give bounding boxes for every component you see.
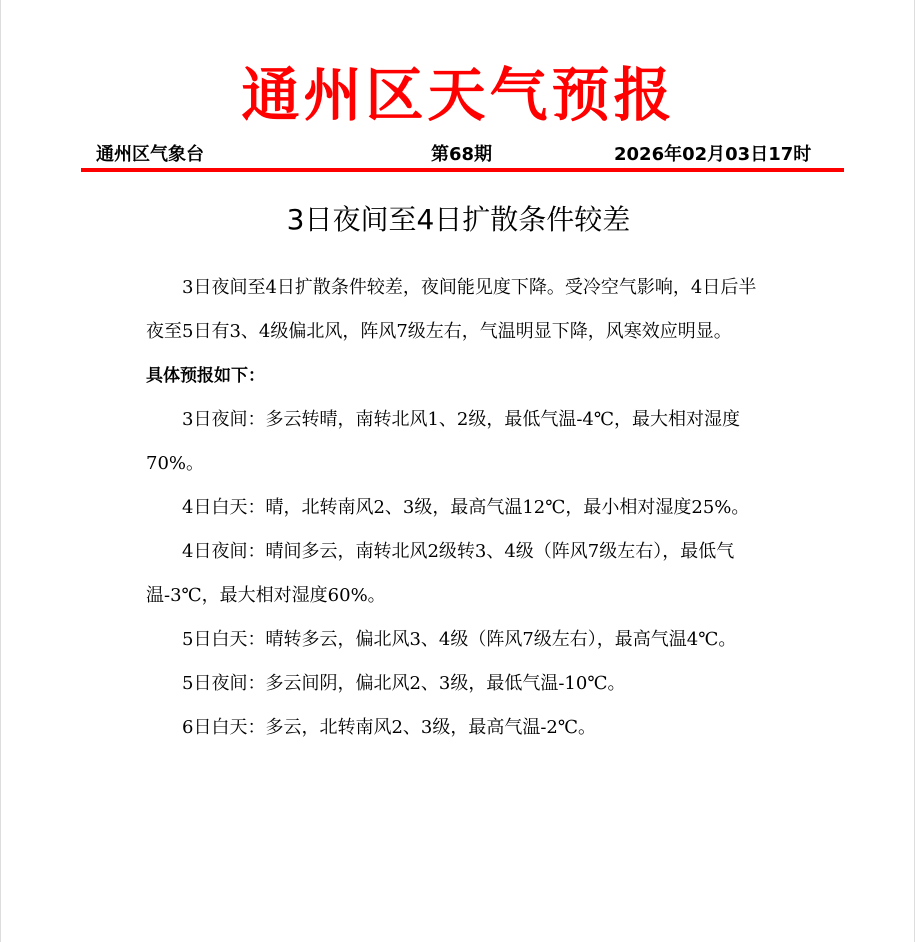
forecast-body [146,266,771,750]
forecast-paragraph: 3日夜间：多云转晴，南转北风1、2级，最低气温-4℃，最大相对湿度70%。 [146,409,741,474]
headline: 3日夜间至4日扩散条件较差 [286,203,631,236]
forecast-paragraph: 5日白天：晴转多云，偏北风3、4级（阵风7级左右），最高气温4℃。 [182,629,737,650]
forecast-paragraph: 5日夜间：多云间阴，偏北风2、3级，最低气温-10℃。 [182,673,626,694]
document-title: 通州区天气预报 [241,61,676,129]
issuer: 通州区气象台 [96,144,204,165]
forecast-paragraph: 6日白天：多云，北转南风2、3级，最高气温-2℃。 [182,717,597,738]
subheading: 具体预报如下： [146,366,265,386]
issue-datetime: 2026年02月03日17时 [614,144,812,165]
forecast-paragraph: 4日白天：晴，北转南风2、3级，最高气温12℃，最小相对湿度25%。 [182,497,750,518]
issue-number: 第68期 [431,144,493,165]
forecast-paragraph: 4日夜间：晴间多云，南转北风2级转3、4级（阵风7级左右），最低气温-3℃，最大相对湿度60%。 [146,541,735,606]
summary-paragraph: 3日夜间至4日扩散条件较差，夜间能见度下降。受冷空气影响，4日后半夜至5日有3、4级偏北风，阵风7级左右，气温明显下降，风寒效应明显。 [146,277,757,342]
red-divider [81,168,844,172]
